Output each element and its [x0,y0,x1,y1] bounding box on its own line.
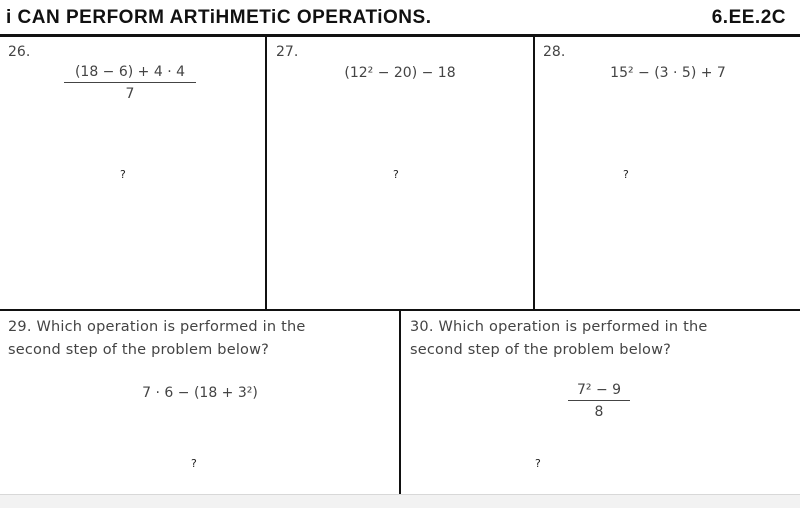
page-bottom-edge [0,494,800,508]
answer-placeholder: ? [623,168,629,181]
worksheet-title: i CAN PERFORM ARTiHMETiC OPERATiONS. [6,7,432,28]
answer-placeholder: ? [393,168,399,181]
fraction-expression [568,382,630,420]
numerator: (18 − 6) + 4 · 4 [64,64,196,83]
divider-29-30 [399,310,401,496]
header-divider [0,34,800,37]
numerator: 7² − 9 [568,382,630,401]
divider-27-28 [533,36,535,310]
answer-placeholder: ? [120,168,126,181]
question-line-2: second step of the problem below? [410,342,672,358]
standard-code: 6.EE.2C [711,7,786,28]
expression: 15² − (3 · 5) + 7 [610,65,726,81]
expression: 7 · 6 − (18 + 3²) [142,385,258,401]
fraction-expression [64,64,196,102]
question-line-1: 29. Which operation is performed in the [8,319,306,335]
problem-number: 27. [276,44,299,60]
worksheet-header [0,0,800,36]
denominator: 8 [594,404,604,420]
question-line-2: second step of the problem below? [8,342,270,358]
question-line-1: 30. Which operation is performed in the [410,319,708,335]
page-bottom-edge-line [0,494,800,495]
answer-placeholder: ? [535,457,541,470]
denominator: 7 [125,86,135,102]
problem-number: 26. [8,44,31,60]
answer-placeholder: ? [191,457,197,470]
divider-26-27 [265,36,267,310]
expression: (12² − 20) − 18 [344,65,456,81]
problem-number: 28. [543,44,566,60]
